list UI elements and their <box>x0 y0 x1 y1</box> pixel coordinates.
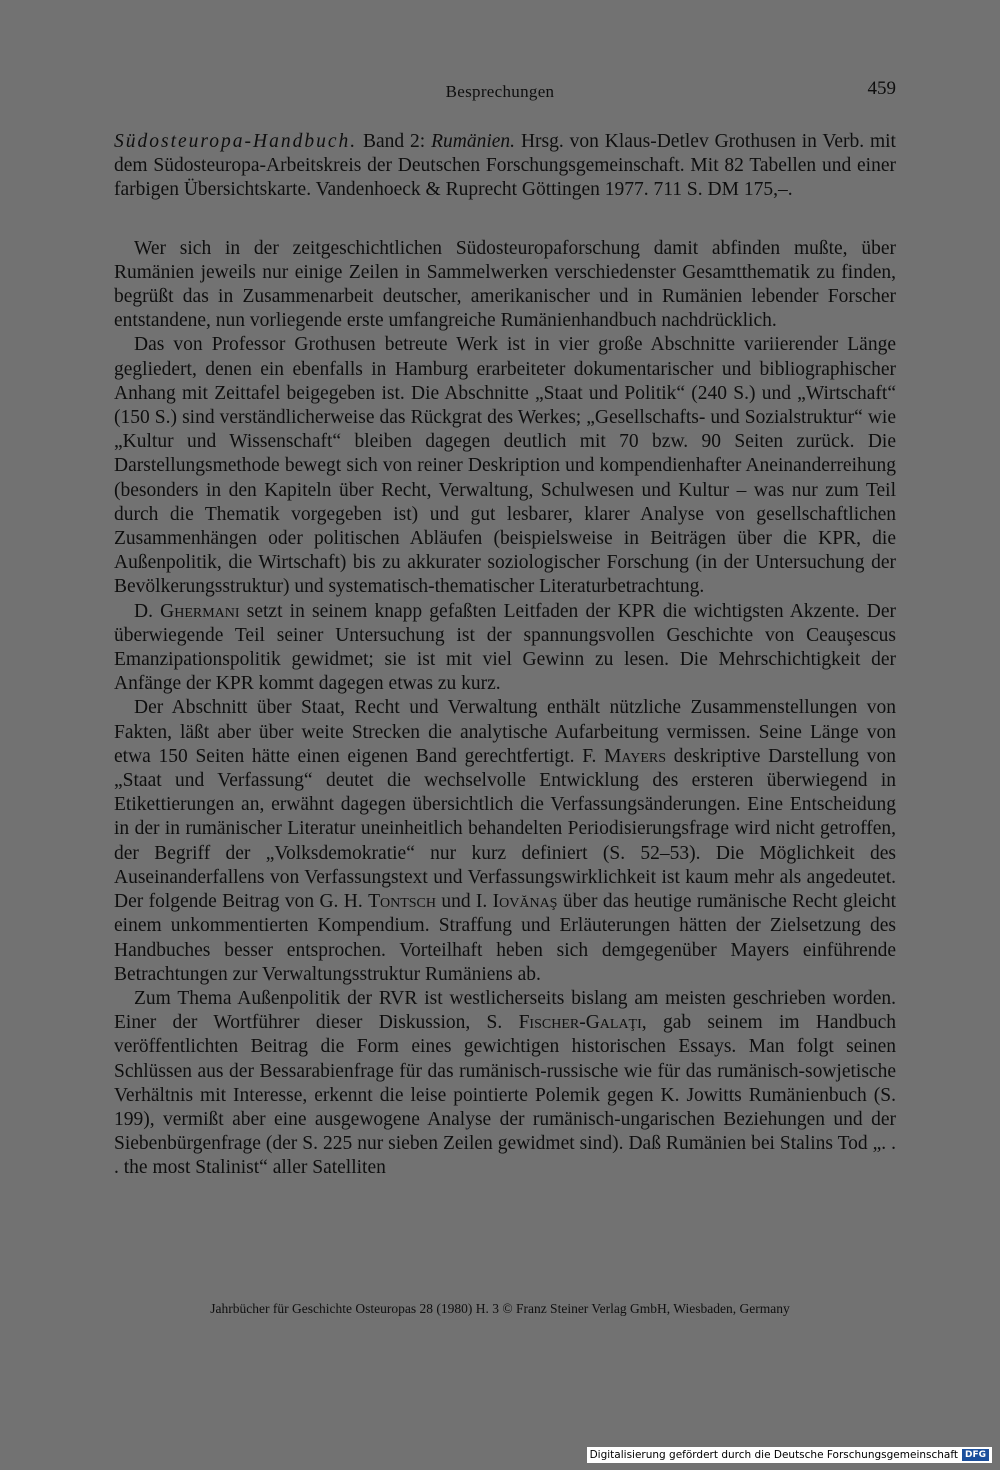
page-number: 459 <box>867 78 896 99</box>
paragraph-5-text-b: , gab seinem im Handbuch veröffentlichten Beitrag die Form eines gewichtigen historischen Essays. Man folgt seinen Schlüssen aus der Bessarabienfrage für das rumänisch-russische wie für das rumänisch-sowjetische Verhältnis mit Interesse, erkennt die leise pointierte Polemik gegen K. Jowitts Rumänienbuch (S. 199), vermißt aber eine ausgewogene Analyse der rumänisch-ungarischen Beziehungen und der Siebenbürgenfrage (der S. 225 nur sieben Zeilen gewidmet sind). Daß Rumänien bei Stalins Tod „. . . the most Stalinist“ aller Satelliten <box>114 1012 896 1179</box>
review-text <box>114 130 896 1181</box>
paragraph-5-text-a: Zum Thema Außenpolitik der RVR ist westlicherseits bislang am meisten geschrieben worden. Einer der Wortführer dieser Diskussion, S. <box>114 987 896 1034</box>
book-citation <box>114 130 896 203</box>
review-body <box>114 237 896 1181</box>
author-name: Mayers <box>604 745 667 767</box>
citation-band: Band 2: <box>357 131 432 152</box>
paragraph-4-text-a: Der Abschnitt über Staat, Recht und Verwaltung enthält nützliche Zusammenstellungen von Fakten, läßt aber über weite Strecken die analytische Aufarbeitung vermissen. Seine Länge von etwa 150 Seiten hätte einen eigenen Band gerechtfertigt. F. <box>114 697 896 767</box>
paragraph-4-text-b: deskriptive Darstellung von „Staat und Verfassung“ deutet die wechselvolle Entwicklung des ersteren überwiegend in Etikettierungen an, erwähnt dagegen übersichtlich die Verfassungsänderungen. Eine Entscheidung in der in rumänischer Literatur uneinheitlich behandelten Periodisierungsfrage wird nicht getroffen, der Begriff der „Volksdemokratie“ nur kurz definiert (S. 52–53). Die Möglichkeit des Auseinanderfallens von Verfassungstext und Verfassungswirklichkeit ist kaum mehr als angedeutet. Der folgende Beitrag von G. H. <box>114 745 897 913</box>
running-head: Besprechungen <box>445 82 555 101</box>
digitization-notice <box>587 1447 992 1463</box>
author-name: D. Ghermani <box>134 600 240 622</box>
author-name: Tontsch <box>368 891 436 913</box>
paragraph-4-text-d: über das heutige rumänische Recht gleicht einem unkommentierten Kompendium. Straffung und Erläuterungen hätten der Zielsetzung des Handbuches besser entsprochen. Vorteilhaft heben sich demgegenüber Mayers einführende Betrachtungen zur Verwaltungsstruktur Rumäniens ab. <box>114 891 897 985</box>
paragraph-3 <box>114 600 896 697</box>
paragraph-2: Das von Professor Grothusen betreute Werk ist in vier große Abschnitte variierender Länge gegliedert, denen ein ebenfalls in Hamburg erarbeiteter dokumentarischer und bibliographischer Anhang mit Zeittafel beigegeben ist. Die Abschnitte „Staat und Politik“ (240 S.) und „Wirtschaft“ (150 S.) sind verständlicherweise das Rückgrat des Werkes; „Gesellschafts- und Sozialstruktur“ wie „Kultur und Wissenschaft“ bleiben dagegen deutlich mit 70 bzw. 90 Seiten zurück. Die Darstellungsmethode bewegt sich von reiner Deskription und kompendienhafter Aneinanderreihung (besonders in den Kapiteln über Recht, Verwaltung, Schulwesen und Kultur – was nur zum Teil durch die Thematik vorgegeben ist) und gut lesbarer, klarer Analyse von gesellschaftlichen Zusammenhängen oder politischen Abläufen (beispielsweise in Beiträgen über die KPR, die Außenpolitik, die Wirtschaft) bis zu akkurater soziologischer Forschung (in der Untersuchung der Bevölkerungsstruktur) und systematisch-thematischer Literaturbetrachtung. <box>114 334 896 598</box>
citation-title: Rumänien. <box>431 131 516 152</box>
citation-details: Hrsg. von Klaus-Detlev Grothusen in Verb. mit dem Südosteuropa-Arbeitskreis der Deutschen Forschungsgemeinschaft. Mit 82 Tabellen und einer farbigen Übersichtskarte. Vandenhoeck & Ruprecht Göttingen 1977. 711 S. DM 175,–. <box>114 131 896 201</box>
paragraph-4-text-c: und I. <box>435 891 493 913</box>
author-name: Iovănaş <box>492 891 558 913</box>
author-name: Fischer-Galaţi <box>518 1012 642 1034</box>
paragraph-5 <box>114 987 896 1181</box>
digitization-notice-text: Digitalisierung gefördert durch die Deutsche Forschungsgemeinschaft <box>589 1449 958 1461</box>
dfg-logo-icon: DFG <box>962 1449 989 1461</box>
journal-footer: Jahrbücher für Geschichte Osteuropas 28 (1980) H. 3 © Franz Steiner Verlag GmbH, Wiesbaden, Germany <box>210 1301 790 1316</box>
paragraph-3-text: setzt in seinem knapp gefaßten Leitfaden der KPR die wichtigsten Akzente. Der überwiegende Teil seiner Untersuchung ist der spannungsvollen Geschichte von Ceauşescus Emanzipationspolitik gewidmet; sie ist mit viel Gewinn zu lesen. Die Mehrschichtigkeit der Anfänge der KPR kommt dagegen etwas zu kurz. <box>114 600 896 695</box>
paragraph-4 <box>114 696 896 986</box>
paragraph-1: Wer sich in der zeitgeschichtlichen Südosteuropaforschung damit abfinden mußte, über Rumänien jeweils nur einige Zeilen in Sammelwerken verschiedenster Gesamtthematik zu finden, begrüßt das in Zusammenarbeit deutscher, amerikanischer und in Rumänien lebender Forscher entstandene, nun vorliegende erste umfangreiche Rumänienhandbuch nachdrücklich. <box>114 237 896 332</box>
citation-series: Südosteuropa-Handbuch. <box>114 131 358 152</box>
